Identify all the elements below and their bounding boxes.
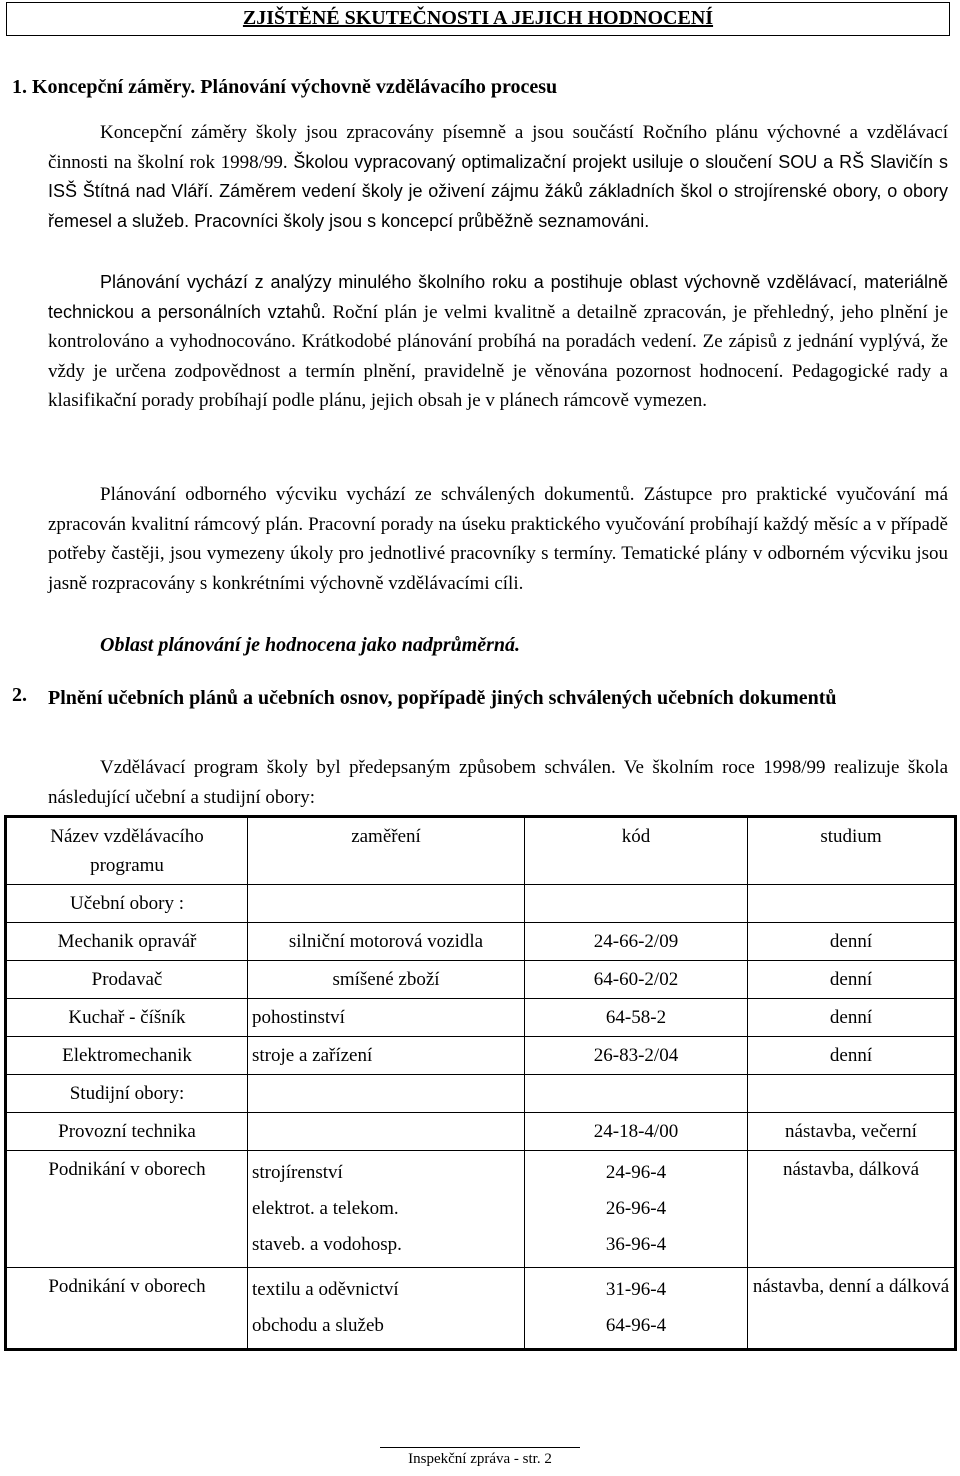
table-row <box>6 923 956 961</box>
cell-name: Podnikání v oborech <box>6 1268 248 1350</box>
cell-name: Mechanik opravář <box>6 923 248 961</box>
page-title: ZJIŠTĚNÉ SKUTEČNOSTI A JEJICH HODNOCENÍ <box>242 7 714 29</box>
cell-code: 31-96-4 64-96-4 <box>525 1268 748 1350</box>
title-box <box>6 2 950 36</box>
cell-code: 24-66-2/09 <box>525 923 748 961</box>
cell-focus <box>248 1113 525 1151</box>
cell-study: denní <box>748 923 956 961</box>
cell-focus: smíšené zboží <box>248 961 525 999</box>
cell-study: nástavba, denní a dálková <box>748 1268 956 1350</box>
group-row-studijni <box>6 1075 956 1113</box>
section2-paragraph <box>48 753 948 812</box>
section1-p2a: Plánování vychází z analýzy minulého školního roku a postihuje oblast výchovně vzdělávací, materiálně technickou a personálních vztahů. <box>48 272 948 322</box>
cell-focus: strojírenství elektrot. a telekom. staveb. a vodohosp. <box>248 1151 525 1268</box>
footer-divider <box>380 1447 580 1448</box>
cell-study: nástavba, večerní <box>748 1113 956 1151</box>
table-row <box>6 1151 956 1268</box>
cell-code: 24-18-4/00 <box>525 1113 748 1151</box>
programs-table <box>4 815 957 1351</box>
cell-name: Provozní technika <box>6 1113 248 1151</box>
cell-name: Elektromechanik <box>6 1037 248 1075</box>
cell-code: 64-58-2 <box>525 999 748 1037</box>
cell-focus: silniční motorová vozidla <box>248 923 525 961</box>
section1-paragraph-1 <box>48 118 948 236</box>
section1-evaluation: Oblast plánování je hodnocena jako nadprůměrná. <box>100 634 521 656</box>
cell-focus: pohostinství <box>248 999 525 1037</box>
cell-name: Podnikání v oborech <box>6 1151 248 1268</box>
section1-p3: Plánování odborného výcviku vychází ze schválených dokumentů. Zástupce pro praktické vyučování má zpracován kvalitní rámcový plán. Pracovní porady na úseku praktického vyučování probíhají každý měsíc a v případě potřeby častěji, jsou vymezeny úkoly pro jednotlivé pracovníky s termíny. Tematické plány v odborném výcviku jsou jasně rozpracovány s konkrétními výchovně vzdělávacími cíli. <box>48 484 948 594</box>
section2-heading: Plnění učebních plánů a učebních osnov, popřípadě jiných schválených učebních dokumentů <box>48 687 837 709</box>
table-row <box>6 1113 956 1151</box>
cell-focus: stroje a zařízení <box>248 1037 525 1075</box>
cell-code: 26-83-2/04 <box>525 1037 748 1075</box>
cell-study: nástavba, dálková <box>748 1151 956 1268</box>
section1-p2b: Roční plán je velmi kvalitně a detailně zpracován, je přehledný, jeho plnění je kontrolováno a vyhodnocováno. Krátkodobé plánování probíhá na poradách vedení. Ze zápisů z jednání vyplývá, že vždy je určena zodpovědnost a termín plnění, pravidelně je věnována pozornost hodnocení. Pedagogické rady a klasifikační porady probíhají podle plánu, jejich obsah je v plánech rámcově vymezen. <box>48 301 949 411</box>
section1-p1a: Koncepční záměry školy jsou zpracovány písemně a jsou součástí Ročního plánu výchovné a vzdělávací činnosti na školní rok 1998/99. <box>48 122 948 173</box>
header-study: studium <box>748 817 956 885</box>
section1-p1b: Školou vypracovaný optimalizační projekt usiluje o sloučení SOU a RŠ Slavičín s ISŠ Štítná nad Vláří. Záměrem vedení školy je oživení zájmu žáků základních škol o strojírenské obory, o obory řemesel a služeb. Pracovníci školy jsou s koncepcí průběžně seznamováni. <box>48 151 949 231</box>
section2-p1: Vzdělávací program školy byl předepsaným způsobem schválen. Ve školním roce 1998/99 realizuje škola následující učební a studijní obory: <box>48 757 948 808</box>
table-header-row <box>6 817 956 885</box>
cell-study: denní <box>748 1037 956 1075</box>
cell-study: denní <box>748 999 956 1037</box>
group-label: Učební obory : <box>6 885 248 923</box>
header-name: Název vzdělávacího programu <box>6 817 248 885</box>
table-row <box>6 999 956 1037</box>
section1-paragraph-2 <box>48 268 948 416</box>
page-footer: Inspekční zpráva - str. 2 <box>408 1451 552 1467</box>
section1-paragraph-3 <box>48 480 948 598</box>
header-focus: zaměření <box>248 817 525 885</box>
table-row <box>6 1268 956 1350</box>
cell-name: Kuchař - číšník <box>6 999 248 1037</box>
group-row-ucebni <box>6 885 956 923</box>
cell-focus: textilu a oděvnictví obchodu a služeb <box>248 1268 525 1350</box>
cell-code: 24-96-4 26-96-4 36-96-4 <box>525 1151 748 1268</box>
section2-number: 2. <box>12 684 27 706</box>
section1-heading: 1. Koncepční záměry. Plánování výchovně vzdělávacího procesu <box>12 76 558 98</box>
table-row <box>6 961 956 999</box>
cell-name: Prodavač <box>6 961 248 999</box>
group-label: Studijní obory: <box>6 1075 248 1113</box>
header-code: kód <box>525 817 748 885</box>
cell-code: 64-60-2/02 <box>525 961 748 999</box>
cell-study: denní <box>748 961 956 999</box>
table-row <box>6 1037 956 1075</box>
